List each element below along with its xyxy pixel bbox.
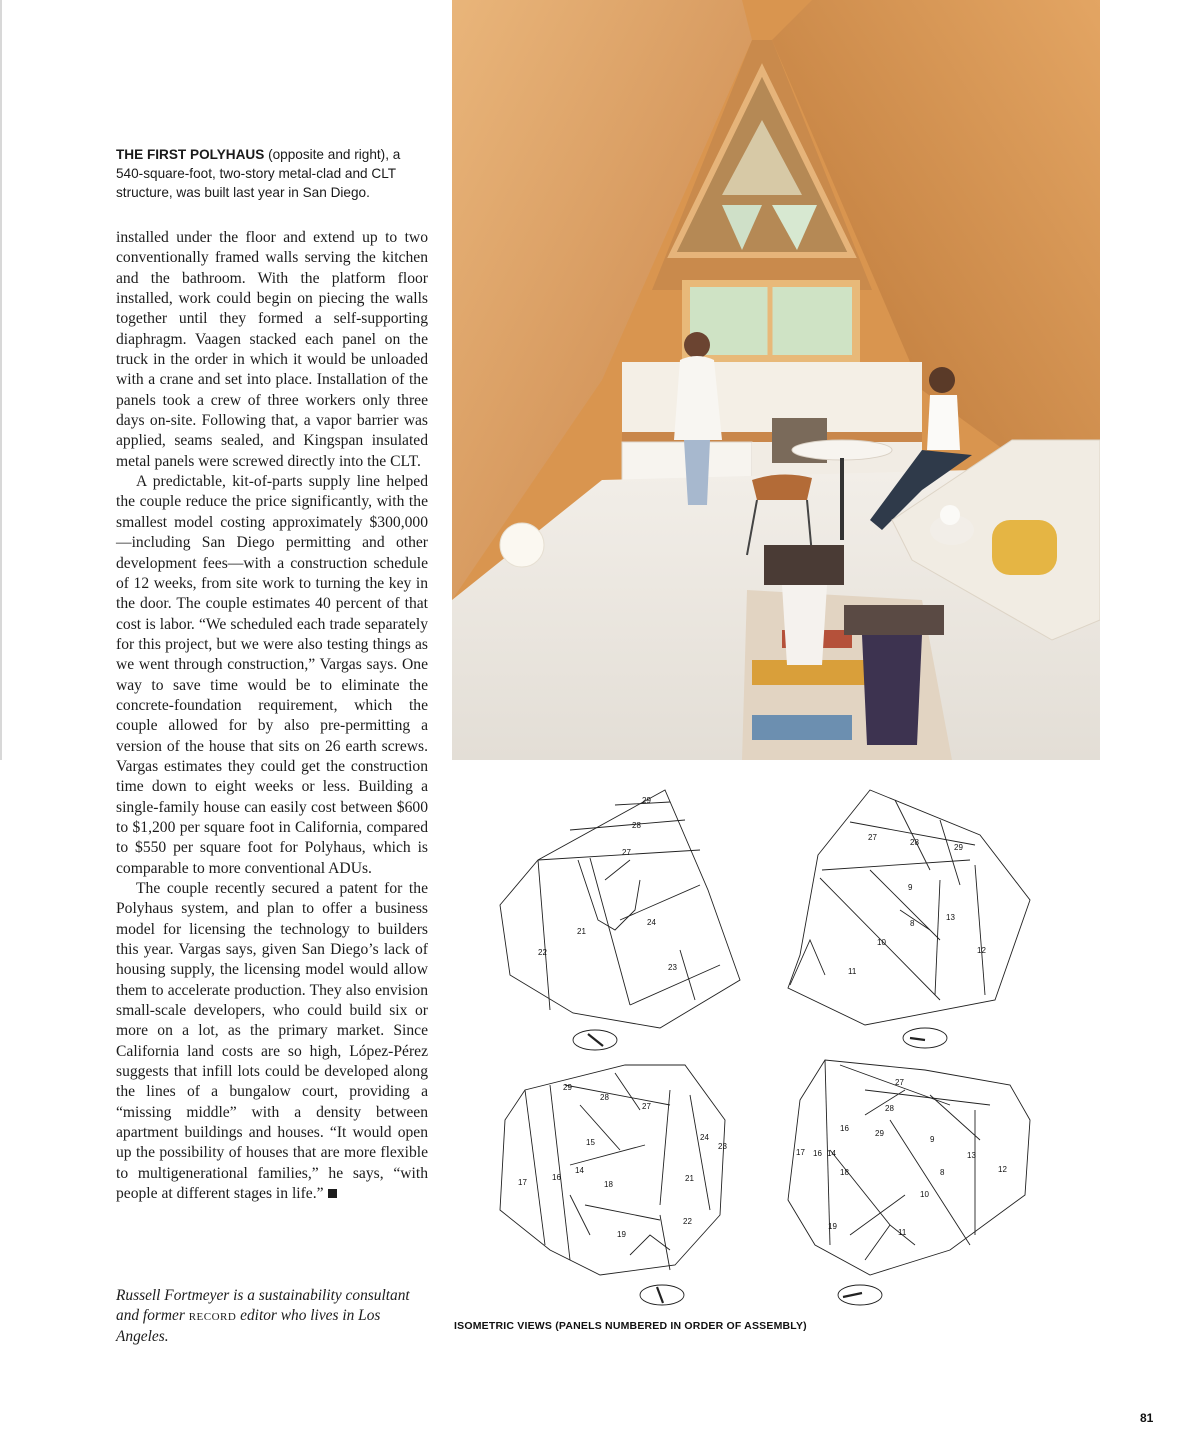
panel-label: 17 [518,1178,527,1187]
panel-label: 9 [930,1135,935,1144]
end-mark [328,1189,337,1198]
panel-label: 10 [920,1190,929,1199]
panel-label: 19 [828,1222,837,1231]
panel-label: 9 [908,883,913,892]
panel-label: 29 [642,796,651,805]
panel-label: 10 [877,938,886,947]
panel-label: 21 [685,1174,694,1183]
panel-label: 27 [868,833,877,842]
panel-label: 14 [827,1149,836,1158]
isometric-view-2 [788,790,1030,1048]
panel-label: 15 [586,1138,595,1147]
panel-label: 23 [668,963,677,972]
paragraph-3-text: The couple recently secured a patent for the Polyhaus system, and plan to offer a business model for licensing the technology to builders this year. Vargas says, given San Diego’s lack of housing supply, the licensing model would allow them to accelerate production. They also envision small-scale developers, who could build six or more on a lot, as the primary market. Since California land costs are so high, López-Pérez suggests that infill lots could be developed along the lines of a bungalow court, providing a “missing middle” with a density between apartment buildings and houses. “It would open up the possibility of houses that are more flexible to multigenerational families,” he says, “with people at different stages in life.” [116,880,428,1203]
interior-photo [452,0,1100,760]
panel-label: 8 [910,919,915,928]
panel-label: 17 [796,1148,805,1157]
isometric-views-bottom [470,1045,1080,1315]
panel-label: 22 [538,948,547,957]
panel-label: 16 [813,1149,822,1158]
caption-lead: THE FIRST POLYHAUS [116,147,265,162]
panel-label: 11 [848,967,857,976]
margin-rule [0,0,2,760]
panel-label: 29 [563,1083,572,1092]
author-bio [116,1286,416,1347]
panel-label: 27 [895,1078,904,1087]
paragraph-3 [116,879,428,1205]
panel-label: 16 [840,1124,849,1133]
isometric-view-4 [788,1060,1030,1305]
panel-label: 23 [718,1142,727,1151]
panel-label: 11 [898,1228,907,1237]
panel-label: 21 [577,927,586,936]
panel-label: 28 [910,838,919,847]
panel-label: 28 [885,1104,894,1113]
panel-label: 18 [604,1180,613,1189]
panel-label: 27 [642,1102,651,1111]
panel-label: 16 [552,1173,561,1182]
article-body [116,228,428,1205]
paragraph-1: installed under the floor and extend up to two conventionally framed walls serving the kitchen and the bathroom. With the platform floor installed, work could begin on piecing the walls together until they formed a self-supporting diaphragm. Vaagen stacked each panel on the truck in the order in which it would be unloaded with a crane and set into place. Installation of the panels took a crew of three workers only three days on-site. Following that, a vapor barrier was applied, seams sealed, and Kingspan insulated metal panels were screwed directly into the CLT. [116,229,428,470]
diagram-caption: ISOMETRIC VIEWS (PANELS NUMBERED IN ORDER OF ASSEMBLY) [454,1320,807,1332]
panel-label: 29 [954,843,963,852]
panel-label: 24 [700,1133,709,1142]
isometric-views-top [470,770,1080,1070]
page-number: 81 [1140,1411,1154,1425]
isometric-view-1 [500,790,740,1050]
photo-caption [116,145,416,202]
bio-post: editor who lives in Los Angeles. [116,1307,381,1345]
isometric-view-3 [500,1065,727,1305]
bio-pre: Russell Fortmeyer is a sustainability consultant and former [116,1287,410,1325]
panel-label: 27 [622,848,631,857]
panel-label: 14 [575,1166,584,1175]
panel-label: 28 [632,821,641,830]
panel-label: 13 [946,913,955,922]
panel-label: 19 [617,1230,626,1239]
panel-label: 8 [940,1168,945,1177]
panel-label: 22 [683,1217,692,1226]
paragraph-2: A predictable, kit-of-parts supply line helped the couple reduce the price significantly, with the smallest model costing approximately $300,000—including San Diego permitting and other development fees—with a construction schedule of 12 weeks, from site work to turning the key in the door. The couple estimates 40 percent of that cost is labor. “We scheduled each trade separately for this project, but we were also testing things as we went through construction,” Vargas says. One way to save time would be to eliminate the concrete-foundation requirement, which the couple allowed for by also pre-permitting a version of the house that sits on 26 earth screws. Vargas estimates they could get the construction time down to eight weeks or less. Building a single-family house can easily cost between $600 to $1,200 per square foot in California, compared to $550 per square foot for Polyhaus, which is comparable to more conventional ADUs. [116,473,428,877]
panel-label: 29 [875,1129,884,1138]
panel-label: 28 [600,1093,609,1102]
caption-text: (opposite and right), a 540-square-foot, two-story metal-clad and CLT structure, was built last year in San Diego. [116,147,401,200]
panel-label: 12 [977,946,986,955]
bio-record: record [188,1307,237,1325]
panel-label: 12 [998,1165,1007,1174]
panel-label: 13 [967,1151,976,1160]
panel-label: 18 [840,1168,849,1177]
panel-label: 24 [647,918,656,927]
